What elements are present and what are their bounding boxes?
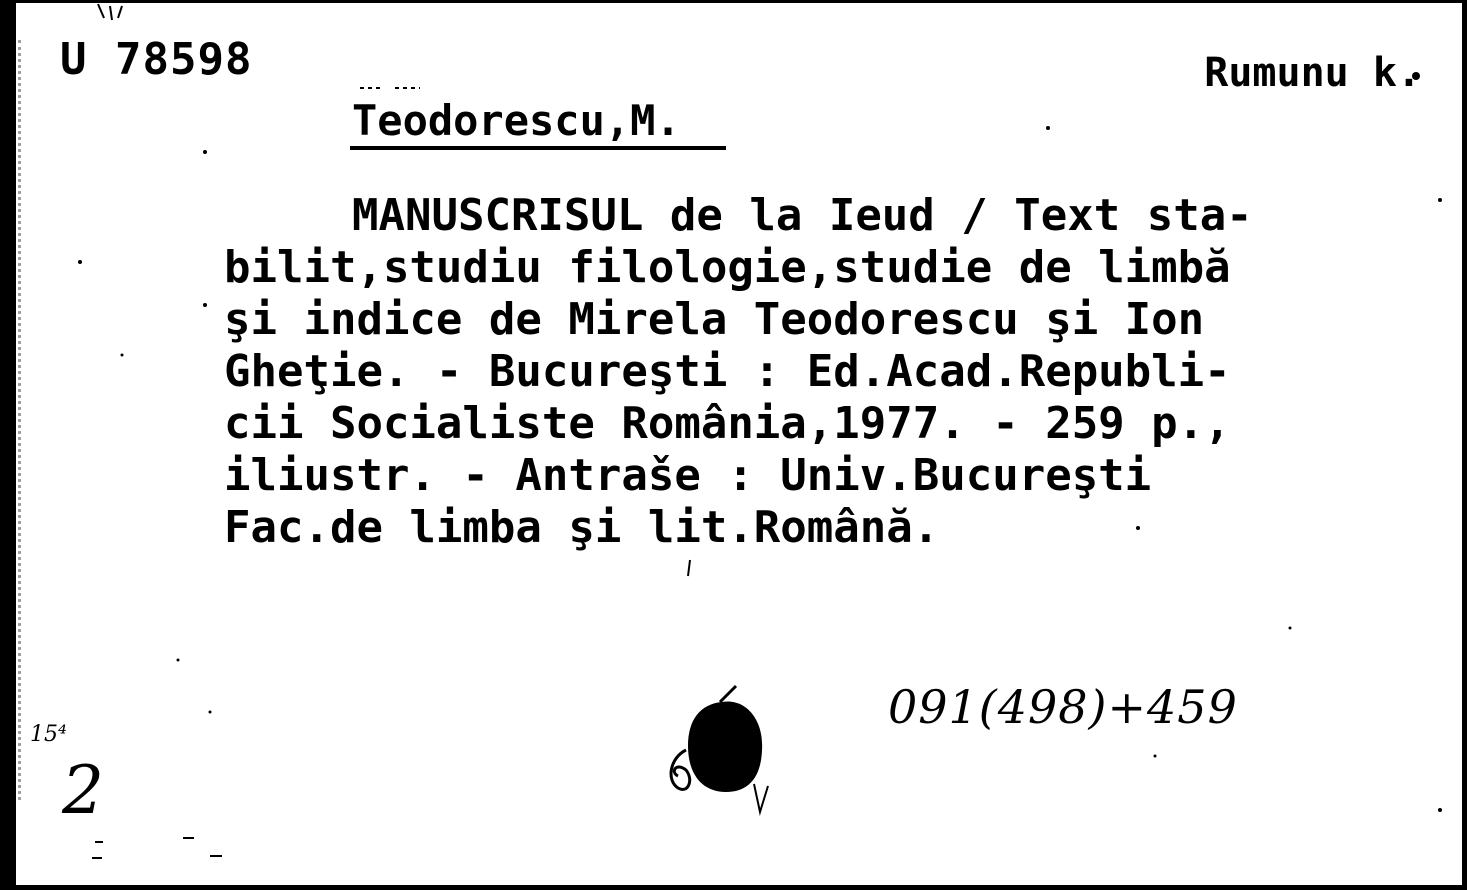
ink-stamp-mark — [664, 680, 774, 820]
section-code: Rumunu k. — [1204, 50, 1421, 96]
description-line: cii Socialiste România,1977. - 259 p., — [224, 398, 1231, 449]
description-line: bilit,studiu filologie,studie de limbă — [224, 242, 1231, 293]
classification-number: 091(498)+459 — [888, 680, 1238, 734]
bibliographic-description — [224, 190, 1454, 554]
description-line: Gheţie. - Bucureşti : Ed.Acad.Republi- — [224, 346, 1231, 397]
handwritten-note: 15⁴ — [30, 722, 67, 747]
description-line: şi indice de Mirela Teodorescu şi Ion — [224, 294, 1205, 345]
handwritten-number: 2 — [62, 752, 104, 829]
author-underline — [350, 146, 726, 150]
author-heading: Teodorescu,M. — [352, 96, 681, 145]
description-line: MANUSCRISUL de la Ieud / Text sta- — [352, 190, 1253, 241]
description-line: iliustr. - Antraše : Univ.Bucureşti — [224, 450, 1152, 501]
call-number: U 78598 — [60, 34, 253, 85]
description-line: Fac.de limba şi lit.Română. — [224, 502, 940, 553]
